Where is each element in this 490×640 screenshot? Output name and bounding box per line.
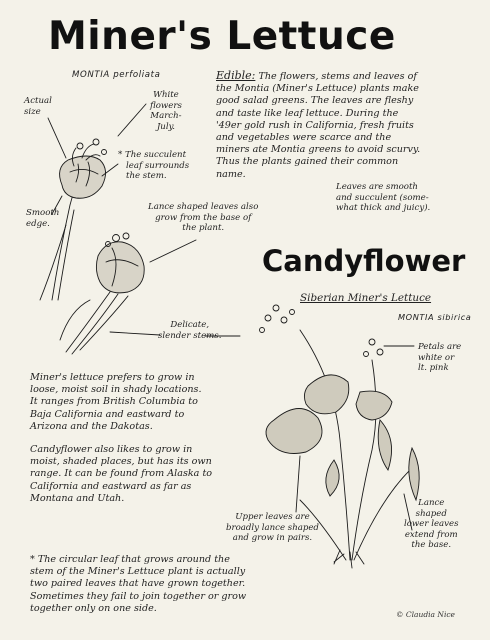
page-title: Miner's Lettuce <box>48 14 396 59</box>
upper-leaves-label: Upper leaves are broadly lance shaped and grow in pairs. <box>226 512 319 544</box>
footnote-paragraph: * The circular leaf that grows around the stem of the Miner's Lettuce plant is actually two paired leaves that have grown together. Sometimes they fail to join together or grow together only on one side. <box>30 554 247 614</box>
edible-line: and vegetables were scarce and the <box>216 132 392 144</box>
lower-leaves-label: Lance shaped lower leaves extend from the base. <box>404 498 459 551</box>
edible-line: good salad greens. The leaves are fleshy <box>216 95 414 107</box>
edible-line: the Montia (Miner's Lettuce) plants make <box>216 83 419 95</box>
scientific-name: MONTIA perfoliata <box>72 70 161 80</box>
section-title-candyflower: Candyflower <box>262 244 466 278</box>
miners-lettuce-habitat-paragraph: Miner's lettuce prefers to grow in loose, moist soil in shady locations. It ranges from British Columbia to Baja California and eastward to Arizona and the Dakotas. <box>30 372 202 432</box>
copyright-notice: © Claudia Nice <box>396 610 455 619</box>
miners-lettuce-plant-illustration-2 <box>60 233 144 354</box>
edible-line: miners ate Montia greens to avoid scurvy. <box>216 144 421 156</box>
candyflower-common-name: Siberian Miner's Lettuce <box>300 292 432 304</box>
white-flowers-label: White flowers March- July. <box>150 90 182 132</box>
smooth-edge-label: Smooth edge. <box>26 208 60 229</box>
candyflower-scientific-name: MONTIA sibirica <box>398 312 472 322</box>
edible-label: Edible: <box>216 69 256 82</box>
edible-line: '49er gold rush in California, fresh fruits <box>216 119 414 131</box>
edible-line: and taste like leaf lettuce. During the <box>216 107 399 119</box>
delicate-stems-label: Delicate, slender stems. <box>158 320 222 341</box>
candyflower-habitat-paragraph: Candyflower also likes to grow in moist, shaded places, but has its own range. It can be found from Alaska to California and eastward as far as Montana and Utah. <box>30 444 213 504</box>
petals-label: Petals are white or lt. pink <box>418 342 462 374</box>
leaves-smooth-label: Leaves are smooth and succulent (some- what thick and juicy). <box>336 182 431 214</box>
lance-shaped-label: Lance shaped leaves also grow from the base of the plant. <box>148 202 259 234</box>
actual-size-label: Actual size <box>24 96 52 117</box>
edible-line: name. <box>216 168 246 180</box>
edible-line: Thus the plants gained their common <box>216 156 399 168</box>
edible-paragraph <box>216 70 474 181</box>
succulent-leaf-label: * The succulent leaf surrounds the stem. <box>118 150 190 182</box>
edible-line: The flowers, stems and leaves of <box>258 71 417 82</box>
